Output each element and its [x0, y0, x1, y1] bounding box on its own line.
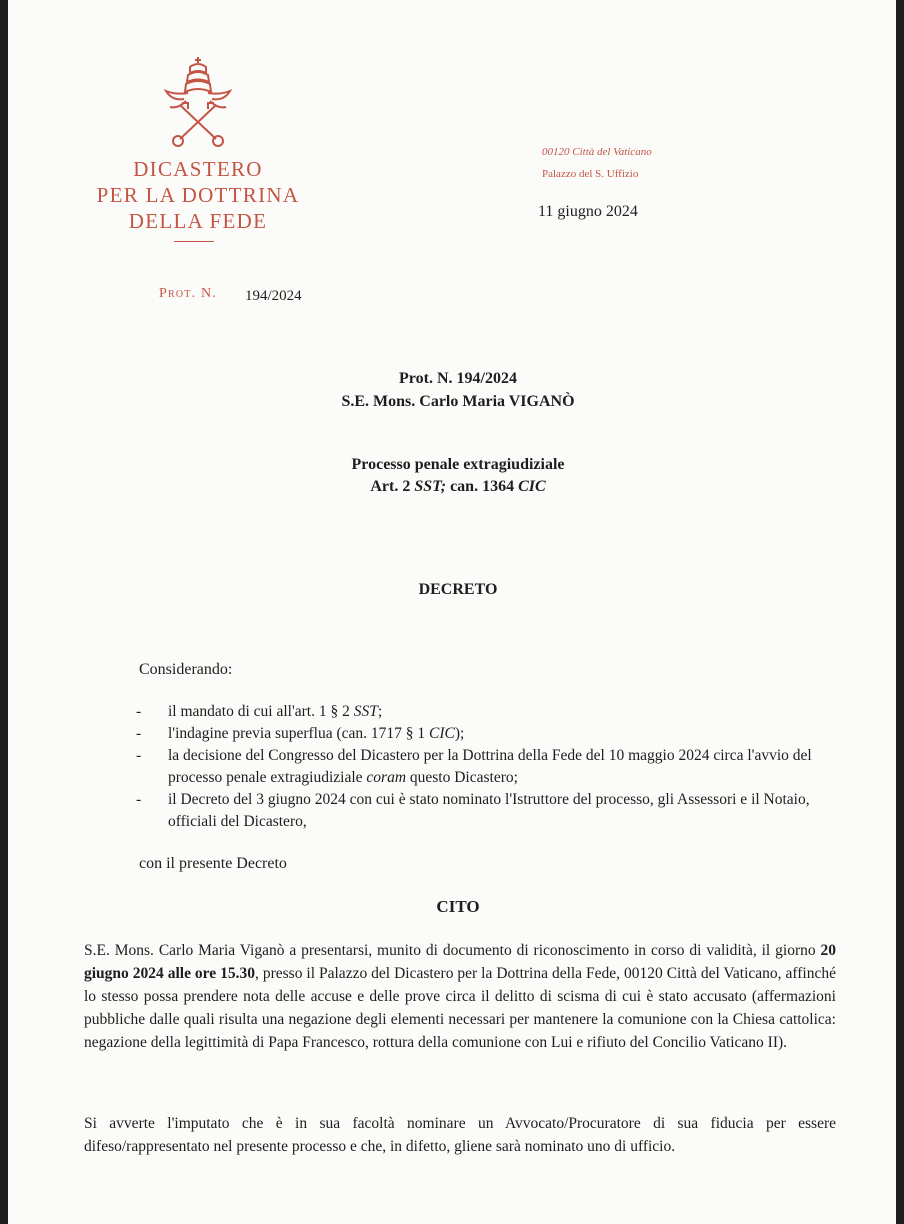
decree-title: DECRETO — [418, 581, 498, 598]
article-sst: SST; — [414, 478, 447, 495]
counsel-paragraph: Si avverte l'imputato che è in sua facoltà nominare un Avvocato/Procuratore di sua fiducia per essere difeso/rappresentato nel presente processo e che, in difetto, gliene sarà nominato uno di ufficio. — [84, 1115, 836, 1155]
protocol-number: 194/2024 — [245, 288, 302, 304]
article-prefix: Art. 2 — [370, 478, 415, 495]
document-page — [8, 0, 896, 1224]
heading-protocol: Prot. N. 194/2024 — [399, 370, 517, 387]
bullet-text: il mandato di cui all'art. 1 § 2 — [168, 703, 354, 720]
letterhead-divider — [174, 241, 214, 242]
address-palace: Palazzo del S. Uffizio — [542, 168, 639, 180]
heading-article — [8, 478, 896, 496]
heading-process: Processo penale extragiudiziale — [351, 456, 565, 473]
document-date: 11 giugno 2024 — [538, 203, 638, 220]
bullet-text: l'indagine previa superflua (can. 1717 § 1 — [168, 725, 430, 742]
bullet-text-end: ); — [454, 725, 465, 742]
dicastery-name — [68, 156, 328, 234]
cito-title: CITO — [436, 897, 480, 916]
bullet-italic: SST — [353, 703, 378, 720]
papal-coat-of-arms-icon — [158, 55, 238, 150]
considering-label: Considerando: — [139, 661, 233, 678]
bullet-text-end: questo Dicastero; — [406, 769, 518, 786]
bullet-italic: CIC — [429, 725, 455, 742]
bullet-text: il Decreto del 3 giugno 2024 con cui è stato nominato l'Istruttore del processo, gli Assessori e il Notaio, officiali del Dicastero, — [168, 791, 810, 830]
address-city: 00120 Città del Vaticano — [542, 146, 652, 158]
office-line-1: DICASTERO — [133, 157, 263, 181]
office-line-3: DELLA FEDE — [128, 209, 268, 233]
list-item: - il Decreto del 3 giugno 2024 con cui è stato nominato l'Istruttore del processo, gli Assessori e il Notaio, officiali del Dicastero, — [136, 791, 810, 830]
list-item: - l'indagine previa superflua (can. 1717 § 1 CIC); — [136, 725, 465, 742]
article-cic: CIC — [518, 478, 546, 495]
office-line-2: PER LA DOTTRINA — [96, 183, 300, 207]
summons-date-time: 20 giugno 2024 alle ore 15.30 — [84, 942, 836, 982]
summons-text-a: S.E. Mons. Carlo Maria Viganò a presentarsi, munito di documento di riconoscimento in corso di validità, il giorno — [84, 942, 821, 959]
bullet-italic: coram — [366, 769, 407, 786]
protocol-label: Prot. N. — [159, 286, 217, 301]
bullet-text: la decisione del Congresso del Dicastero per la Dottrina della Fede del 10 maggio 2024 circa l'avvio del processo penale extragiudiziale — [168, 747, 812, 786]
list-item: - la decisione del Congresso del Dicastero per la Dottrina della Fede del 10 maggio 2024 circa l'avvio del processo penale extragiudiziale coram questo Dicastero; — [136, 747, 812, 786]
bullet-text-end: ; — [377, 703, 383, 720]
article-middle: can. 1364 — [446, 478, 519, 495]
summons-text-b: , presso il Palazzo del Dicastero per la Dottrina della Fede, 00120 Città del Vaticano, affinché lo stesso possa prendere nota delle accuse e delle prove circa il delitto di scisma di cui è stato accusato (affermazioni pubbliche dalle quali risulta una negazione degli elementi necessari per mantenere la comunione con la Chiesa cattolica: negazione della legittimità di Papa Francesco, rottura della comunione con Lui e rifiuto del Concilio Vaticano II). — [84, 965, 836, 1051]
with-decree-line: con il presente Decreto — [139, 855, 287, 872]
summons-paragraph — [84, 939, 836, 1054]
considerations-list — [136, 701, 836, 833]
list-item: - il mandato di cui all'art. 1 § 2 SST; — [136, 703, 383, 720]
heading-recipient: S.E. Mons. Carlo Maria VIGANÒ — [341, 393, 575, 410]
